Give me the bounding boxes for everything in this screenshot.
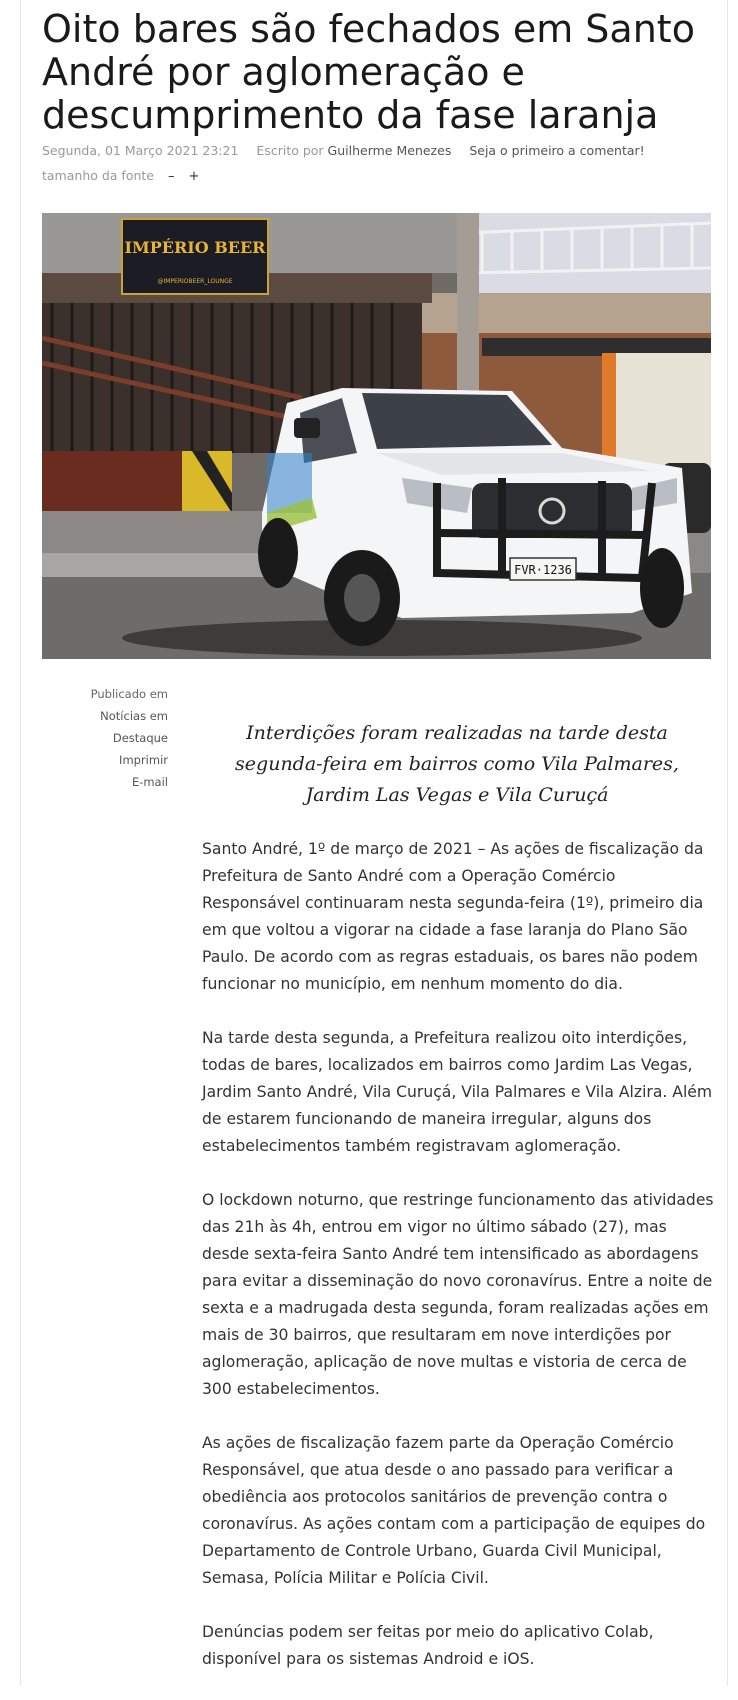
category-link-line1: Notícias em	[100, 709, 168, 723]
email-link[interactable]: E-mail	[131, 775, 168, 789]
article-paragraph-2: Na tarde desta segunda, a Prefeitura realizou oito interdições, todas de bares, localizados em bairros como Jardim Las Vegas, Jardim Santo André, Vila Curuçá, Vila Palmares e Vila Alzira. Além de estarem funcionando de maneira irregular, alguns dos estabelecimentos também registravam aglomeração.	[202, 1029, 713, 1155]
image-plate-text: FVR·1236	[514, 563, 572, 577]
published-in-label: Publicado em	[90, 687, 168, 701]
font-size-label: tamanho da fonte	[42, 168, 154, 183]
comment-link[interactable]: Seja o primeiro a comentar!	[469, 143, 645, 158]
font-decrease-button[interactable]: –	[167, 169, 175, 184]
category-link-line2: Destaque	[112, 731, 168, 745]
article-body	[202, 836, 717, 1700]
category-link[interactable]	[60, 705, 168, 749]
article-paragraph-3: O lockdown noturno, que restringe funcionamento das atividades das 21h às 4h, entrou em vigor no último sábado (27), mas desde sexta-feira Santo André tem intensificado as abordagens para evitar a disseminação do novo coronavírus. Entre a noite de sexta e a madrugada desta segunda, foram realizadas ações em mais de 30 bairros, que resultaram em nove interdições por aglomeração, aplicação de nove multas e vistoria de cerca de 300 estabelecimentos.	[202, 1191, 714, 1398]
font-size-control	[42, 168, 199, 184]
article-meta	[42, 143, 722, 158]
article-title: Oito bares são fechados em Santo André por aglomeração e descumprimento da fase laranja	[42, 7, 695, 137]
font-increase-button[interactable]: +	[188, 169, 200, 184]
image-sign-text: IMPÉRIO BEER	[124, 238, 266, 257]
article-paragraph-5: Denúncias podem ser feitas por meio do aplicativo Colab, disponível para os sistemas Android e iOS.	[202, 1623, 654, 1668]
print-link[interactable]: Imprimir	[119, 753, 168, 767]
author-name[interactable]: Guilherme Menezes	[327, 143, 452, 158]
article-sidebar	[60, 683, 168, 793]
article-lead: Interdições foram realizadas na tarde desta segunda-feira em bairros como Vila Palmares, Jardim Las Vegas e Vila Curuçá	[235, 722, 679, 806]
article-date: Segunda, 01 Março 2021 23:21	[42, 143, 239, 158]
image-sign-handle: @IMPERIOBEER_LOUNGE	[157, 278, 233, 285]
article-image	[42, 213, 711, 659]
article-paragraph-4: As ações de fiscalização fazem parte da Operação Comércio Responsável, que atua desde o ano passado para verificar a obediência aos protocolos sanitários de prevenção contra o coronavírus. As ações contam com a participação de equipes do Departamento de Controle Urbano, Guarda Civil Municipal, Semasa, Polícia Militar e Polícia Civil.	[202, 1434, 706, 1587]
written-by-label: Escrito por	[256, 143, 324, 158]
article-paragraph-1: Santo André, 1º de março de 2021 – As ações de fiscalização da Prefeitura de Santo André com a Operação Comércio Responsável continuaram nesta segunda-feira (1º), primeiro dia em que voltou a vigorar na cidade a fase laranja do Plano São Paulo. De acordo com as regras estaduais, os bares não podem funcionar no município, em nenhum momento do dia.	[202, 840, 704, 993]
